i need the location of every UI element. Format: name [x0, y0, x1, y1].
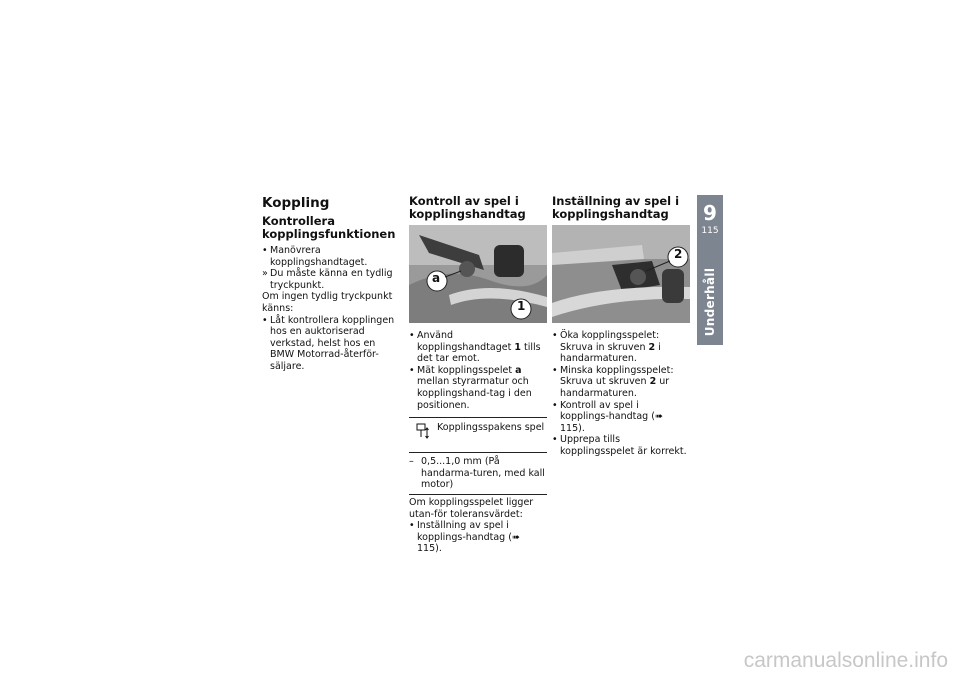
check-step-list	[409, 330, 547, 411]
spec-header	[409, 418, 547, 453]
chapter-number: 9	[703, 201, 717, 225]
photo-callout-1: 1	[517, 299, 526, 313]
photo-callout-a: a	[432, 271, 441, 285]
list-item-result: » Du måste känna en tydlig tryckpunkt.	[262, 268, 400, 291]
ref-number: 2	[648, 341, 656, 353]
column-koppling	[262, 195, 400, 373]
list-item: • Mät kopplingsspelet a mellan styrarmatur och kopplingshand-tag i den positionen.	[409, 365, 547, 411]
step-list-2	[262, 315, 400, 373]
ref-number: a	[515, 364, 522, 376]
clutch-lever-image	[409, 225, 547, 323]
clutch-lever-photo	[409, 225, 547, 323]
chapter-tab	[697, 195, 723, 345]
watermark: carmanualsonline.info	[743, 649, 948, 672]
subsection-title: Kontrollera kopplingsfunktionen	[262, 214, 396, 241]
ref-number: 2	[649, 376, 657, 388]
section-title-check: Kontroll av spel i kopplingshandtag	[409, 194, 526, 221]
section-title-adjust: Inställning av spel i kopplingshandtag	[552, 194, 680, 221]
tolerance-note: Om kopplingsspelet ligger utan-för toleransvärdet:	[409, 496, 534, 520]
list-item: • Öka kopplingsspelet: Skruva in skruven 2 i handarmaturen.	[552, 330, 690, 365]
spec-title: Kopplingsspakens spel	[437, 422, 545, 434]
list-item: • Använd kopplingshandtaget 1 tills det tar emot.	[409, 330, 547, 365]
chapter-label: Underhåll	[703, 267, 717, 337]
section-title: Koppling	[262, 195, 330, 211]
column-kontroll	[409, 195, 547, 555]
step-list	[262, 245, 400, 291]
list-item: • Manövrera kopplingshandtaget.	[262, 245, 400, 268]
page-number: 115	[701, 226, 719, 236]
photo-callout-2: 2	[674, 247, 683, 261]
spec-table	[409, 417, 547, 495]
list-item: • Upprepa tills kopplingsspelet är korrekt.	[552, 434, 690, 457]
list-item: • Minska kopplingsspelet: Skruva ut skruven 2 ur handarmaturen.	[552, 365, 690, 400]
condition-note: Om ingen tydlig tryckpunkt känns:	[262, 291, 393, 314]
list-item-link[interactable]: • Kontroll av spel i kopplings-handtag (➠ 115).	[552, 400, 690, 435]
spec-value: – 0,5...1,0 mm (På handarma-turen, med kall motor)	[409, 453, 547, 494]
adjust-step-list	[552, 330, 690, 458]
column-installning	[552, 195, 690, 458]
ref-number: 1	[514, 341, 521, 353]
adjuster-screw-photo	[552, 225, 690, 323]
measurement-icon	[415, 422, 431, 440]
check-step-list-2	[409, 520, 547, 555]
list-item: • Låt kontrollera kopplingen hos en auktoriserad verkstad, helst hos en BMW Motorrad-återför-säljare.	[262, 315, 400, 373]
list-item-link[interactable]: • Inställning av spel i kopplings-handtag (➠ 115).	[409, 520, 547, 555]
adjuster-screw-image	[552, 225, 690, 323]
